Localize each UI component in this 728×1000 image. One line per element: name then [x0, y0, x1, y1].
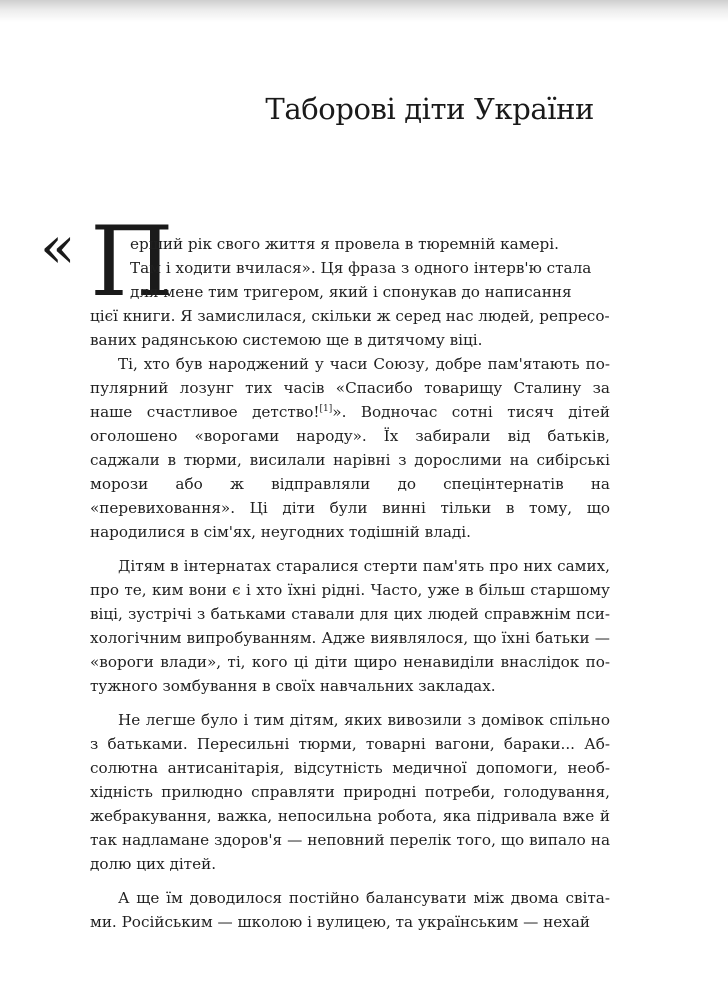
paragraph-1-line-3: для мене тим тригером, який і спонукав до написання	[130, 283, 572, 301]
paragraph-2	[90, 352, 610, 544]
chapter-title: Таборові діти України	[265, 92, 594, 126]
body-text	[90, 352, 610, 944]
drop-cap-letter: П	[90, 206, 174, 318]
paragraph-1-line-1: ерший рік свого життя я провела в тюремній камері.	[130, 235, 559, 253]
paragraph-4: Не легше було і тим дітям, яких вивозили з домівок спільно з батьками. Пересильні тюрми, товарні вагони, бараки... Абсолютна антисанітарія, відсутність медичної допомоги, необхідність прилюдно справляти природні потреби, голодування, жебракування, важка, непосильна робота, яка підривала вже й так надламане здоров'я — неповний перелік того, що випало на долю цих дітей.	[90, 711, 610, 873]
page-top-shadow	[0, 0, 728, 22]
opening-quote-mark: «	[40, 213, 76, 281]
paragraph-1-line-2: Там і ходити вчилася». Ця фраза з одного інтерв'ю стала	[130, 259, 592, 277]
paragraph-3: Дітям в інтернатах старалися стерти пам'ять про них самих, про те, ким вони є і хто їхні рідні. Часто, уже в більш старшому віці, зустрічі з батьками ставали для цих людей справжнім психологічним випробуванням. Адже виявлялося, що їхні батьки — «вороги влади», ті, кого ці діти щиро ненавиділи внаслідок потужного зомбування в своїх навчальних закладах.	[90, 557, 610, 695]
paragraph-5: А ще їм доводилося постійно балансувати між двома світами. Російським — школою і вулицею, та українським — нехай	[90, 889, 610, 931]
paragraph-1	[90, 232, 610, 352]
paragraph-2-text-a: Ті, хто був народжений у часи Союзу, добре пам'ятають популярний лозунг тих часів «Спасибо товарищу Сталину за наше счастливое детство!	[90, 355, 610, 421]
paragraph-2-text-b: ». Водночас сотні тисяч дітей оголошено «ворогами народу». Їх забирали від батьків, саджали в тюрми, висилали нарівні з дорослими на сибірські морози або ж відправляли до спецінтернатів на «перевиховання». Ці діти були винні тільки в тому, що народилися в сім'ях, неугодних тодішній владі.	[90, 403, 610, 541]
paragraph-1-line-5: ваних радянською системою ще в дитячому віці.	[90, 331, 483, 349]
paragraph-1-line-4: цієї книги. Я замислилася, скільки ж серед нас людей, репресо-	[90, 307, 610, 325]
footnote-reference[interactable]: [1]	[319, 403, 333, 414]
